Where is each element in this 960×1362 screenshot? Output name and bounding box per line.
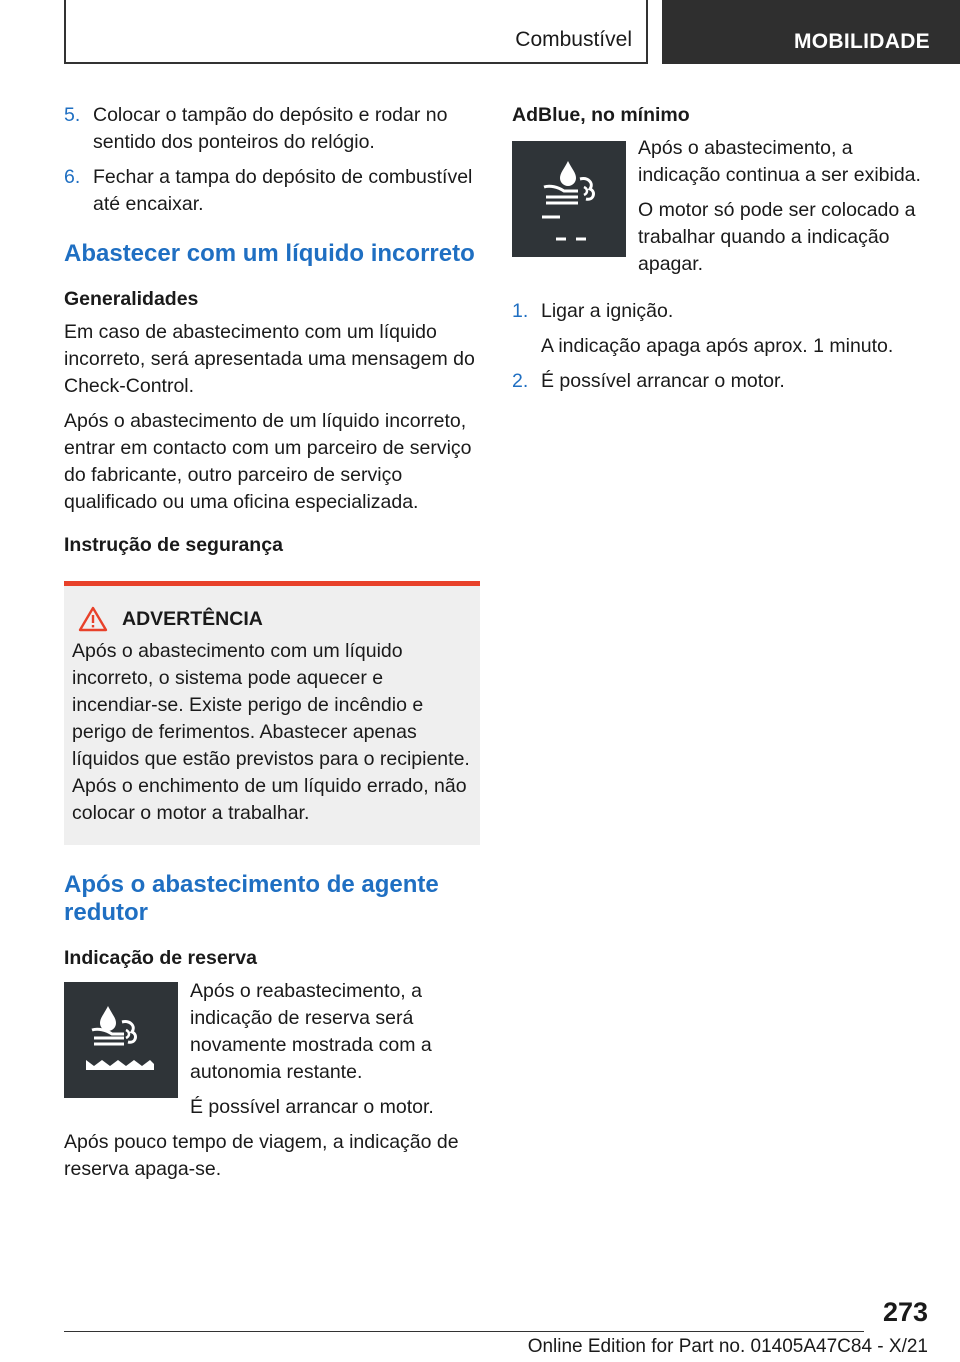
header-section-box: [64, 0, 648, 64]
left-column: [64, 102, 480, 1191]
warning-box: [64, 581, 480, 845]
step-6: [64, 164, 480, 218]
header-chapter-title: MOBILIDADE: [794, 30, 930, 53]
step-text: É possível arrancar o motor.: [541, 370, 785, 392]
subheading-safety: Instrução de segurança: [64, 534, 283, 556]
step-text: Colocar o tampão do depósito e rodar no sentido dos ponteiros do relógio.: [93, 104, 448, 153]
header-section-title: Combustível: [515, 28, 632, 51]
step-1: [512, 298, 928, 325]
footer-divider: [64, 1331, 864, 1332]
adblue-level-icon: [512, 141, 626, 257]
section-heading-wrong-liquid: Abastecer com um líquido incorreto: [64, 240, 475, 267]
page-number: 273: [882, 1297, 928, 1327]
reserve-indicator-block: [64, 978, 480, 1129]
section-heading-after-refill: Após o abastecimento de agente redutor: [64, 871, 439, 926]
edition-note: Online Edition for Part no. 01405A47C84 - X/21: [527, 1336, 928, 1357]
step-number: 2.: [512, 370, 529, 392]
warning-triangle-icon: [78, 606, 108, 632]
paragraph: Após o reabastecimento, a indicação de reserva será novamente mostrada com a autonomia restante.: [190, 980, 432, 1083]
right-column: [512, 102, 928, 403]
reserve-indicator-text: [190, 978, 480, 1129]
paragraph: Após o abastecimento de um líquido incorreto, entrar em contacto com um parceiro de serviço do fabricante, outro parceiro de serviço qualificado ou uma oficina especializada.: [64, 410, 472, 513]
warning-label: ADVERTÊNCIA: [122, 607, 263, 630]
paragraph: Em caso de abastecimento com um líquido incorreto, será apresentada uma mensagem do Check-Control.: [64, 321, 475, 397]
subheading-reserve: Indicação de reserva: [64, 947, 257, 969]
paragraph: É possível arrancar o motor.: [190, 1096, 434, 1118]
adblue-minimum-block: [512, 135, 928, 286]
warning-title: [72, 606, 472, 632]
step-number: 6.: [64, 166, 81, 188]
step-2: [512, 368, 928, 395]
step-sub-text: A indicação apaga após aprox. 1 minuto.: [541, 335, 894, 357]
adblue-level-icon: [64, 982, 178, 1098]
step-5: [64, 102, 480, 156]
step-text: Fechar a tampa do depósito de combustível até encaixar.: [93, 166, 473, 215]
subheading-adblue-minimum: AdBlue, no mínimo: [512, 104, 690, 126]
header-chapter-box: [662, 0, 960, 64]
step-number: 1.: [512, 300, 529, 322]
step-number: 5.: [64, 104, 81, 126]
adblue-minimum-text: [638, 135, 928, 286]
paragraph: O motor só pode ser colocado a trabalhar quando a indicação apagar.: [638, 199, 916, 275]
warning-text: Após o abastecimento com um líquido incorreto, o sistema pode aquecer e incendiar-se. Existe perigo de incêndio e perigo de ferimentos. Abastecer apenas líquidos que estão previstos para o recipiente. Após o enchimento de um líquido errado, não colocar o motor a trabalhar.: [72, 640, 470, 824]
step-text: Ligar a ignição.: [541, 300, 674, 322]
subheading-general: Generalidades: [64, 288, 199, 310]
paragraph: Após o abastecimento, a indicação continua a ser exibida.: [638, 137, 921, 186]
paragraph: Após pouco tempo de viagem, a indicação de reserva apaga-se.: [64, 1131, 459, 1180]
